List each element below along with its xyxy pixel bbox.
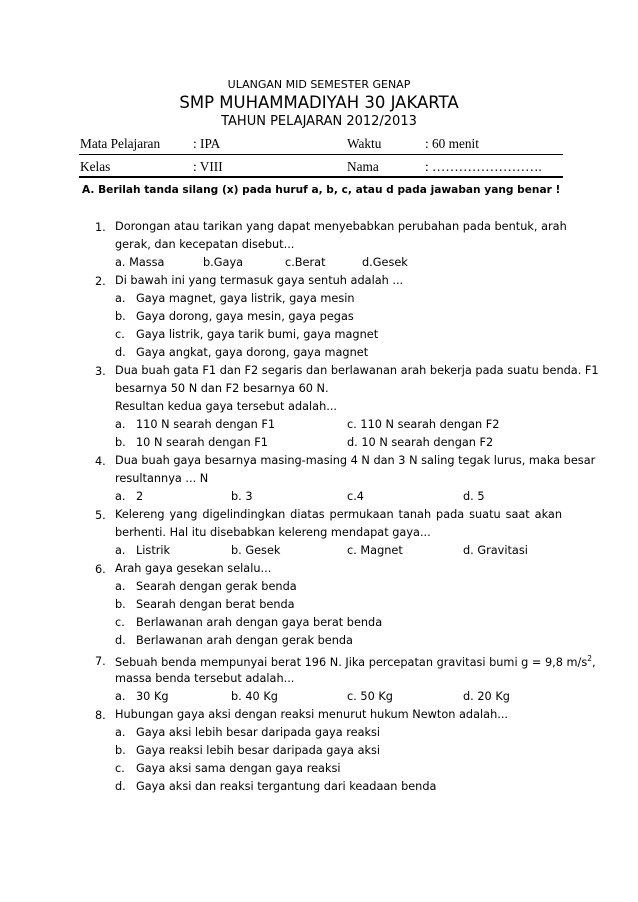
question-text: berhenti. Hal itu disebabkan kelereng mendapat gaya... — [115, 526, 431, 539]
option-d: Gaya angkat, gaya dorong, gaya magnet — [136, 346, 369, 359]
option-d: Gaya aksi dan reaksi tergantung dari keadaan benda — [136, 780, 437, 793]
school-year: TAHUN PELAJARAN 2012/2013 — [221, 114, 417, 129]
question-text — [115, 655, 596, 668]
option-a: a. Massa — [115, 256, 165, 269]
option-letter: a. — [115, 292, 126, 305]
exponent: 2 — [587, 654, 593, 663]
option-letter: c. — [115, 762, 125, 775]
time-value: : 60 menit — [425, 136, 479, 151]
option-d: d.Gesek — [362, 256, 408, 269]
option-letter: d. — [115, 780, 126, 793]
option-d: Berlawanan arah dengan gerak benda — [136, 634, 353, 647]
section-instruction: A. Berilah tanda silang (x) pada huruf a, b, c, atau d pada jawaban yang benar ! — [82, 184, 561, 196]
divider-top — [79, 154, 563, 155]
time-label: Waktu — [347, 136, 382, 151]
option-b: 10 N searah dengan F1 — [136, 436, 268, 449]
question-text: Dua buah gata F1 dan F2 segaris dan berlawanan arah bekerja pada suatu benda. F1 — [115, 364, 599, 377]
option-c: c. 110 N searah dengan F2 — [347, 418, 500, 431]
option-b: Gaya dorong, gaya mesin, gaya pegas — [136, 310, 354, 323]
option-letter: b. — [115, 310, 126, 323]
school-name: SMP MUHAMMADIYAH 30 JAKARTA — [179, 93, 459, 112]
option-d: d. Gravitasi — [463, 544, 528, 557]
option-letter: a. — [115, 726, 126, 739]
question-number: 6. — [95, 563, 106, 576]
question-text: Dorongan atau tarikan yang dapat menyebabkan perubahan pada bentuk, arah — [115, 220, 567, 233]
option-c: c.4 — [347, 490, 364, 503]
option-c: c. Magnet — [347, 544, 403, 557]
option-b: b. 40 Kg — [231, 690, 278, 703]
option-b: Searah dengan berat benda — [136, 598, 295, 611]
question-text: Arah gaya gesekan selalu... — [115, 562, 272, 575]
option-b: b. 3 — [231, 490, 253, 503]
option-letter: a. — [115, 690, 126, 703]
name-label: Nama — [347, 159, 379, 174]
class-label: Kelas — [80, 159, 111, 174]
option-b: Gaya reaksi lebih besar daripada gaya aksi — [136, 744, 381, 757]
option-letter: a. — [115, 418, 126, 431]
subject-value: : IPA — [193, 136, 221, 151]
question-text: resultannya ... N — [115, 472, 209, 485]
question-number: 1. — [95, 221, 106, 234]
name-value: : ……………………. — [425, 159, 542, 174]
question-text-main: Sebuah benda mempunyai berat 196 N. Jika percepatan gravitasi bumi g = 9,8 m/s — [115, 655, 588, 669]
question-number: 2. — [95, 275, 106, 288]
question-text: Resultan kedua gaya tersebut adalah... — [115, 400, 338, 413]
question-number: 7. — [95, 655, 106, 668]
option-c: Gaya aksi sama dengan gaya reaksi — [136, 762, 341, 775]
option-c: Gaya listrik, gaya tarik bumi, gaya magnet — [136, 328, 379, 341]
option-a: Gaya magnet, gaya listrik, gaya mesin — [136, 292, 355, 305]
option-letter: c. — [115, 616, 125, 629]
comma: , — [592, 655, 596, 669]
option-letter: b. — [115, 436, 126, 449]
option-a: Searah dengan gerak benda — [136, 580, 297, 593]
question-text: besarnya 50 N dan F2 besarnya 60 N. — [115, 382, 329, 395]
question-text: Dua buah gaya besarnya masing-masing 4 N dan 3 N saling tegak lurus, maka besar — [115, 454, 596, 467]
question-number: 8. — [95, 709, 106, 722]
question-number: 5. — [95, 509, 106, 522]
option-a: 110 N searah dengan F1 — [136, 418, 276, 431]
option-b: b.Gaya — [203, 256, 244, 269]
question-text: Kelereng yang digelindingkan diatas permukaan tanah pada suatu saat akan — [115, 508, 562, 521]
class-value: : VIII — [193, 159, 223, 174]
option-letter: a. — [115, 544, 126, 557]
option-letter: d. — [115, 634, 126, 647]
option-letter: c. — [115, 328, 125, 341]
question-text: Hubungan gaya aksi dengan reaksi menurut hukum Newton adalah... — [115, 708, 509, 721]
option-a: 30 Kg — [136, 690, 169, 703]
option-b: b. Gesek — [231, 544, 281, 557]
option-letter: a. — [115, 490, 126, 503]
option-c: Berlawanan arah dengan gaya berat benda — [136, 616, 383, 629]
question-text: gerak, dan kecepatan disebut... — [115, 238, 295, 251]
option-a: 2 — [136, 490, 144, 503]
option-d: d. 10 N searah dengan F2 — [347, 436, 494, 449]
option-a: Gaya aksi lebih besar daripada gaya reaksi — [136, 726, 381, 739]
question-text: Di bawah ini yang termasuk gaya sentuh adalah ... — [115, 274, 404, 287]
option-letter: b. — [115, 744, 126, 757]
option-d: d. 5 — [463, 490, 485, 503]
option-letter: d. — [115, 346, 126, 359]
option-letter: b. — [115, 598, 126, 611]
option-letter: a. — [115, 580, 126, 593]
question-number: 4. — [95, 455, 106, 468]
option-c: c.Berat — [285, 256, 326, 269]
exam-title: ULANGAN MID SEMESTER GENAP — [227, 78, 411, 91]
question-number: 3. — [95, 365, 106, 378]
question-text: massa benda tersebut adalah... — [115, 672, 295, 685]
divider-bottom — [79, 176, 563, 178]
option-d: d. 20 Kg — [463, 690, 510, 703]
subject-label: Mata Pelajaran — [80, 136, 161, 151]
option-a: Listrik — [136, 544, 171, 557]
option-c: c. 50 Kg — [347, 690, 393, 703]
